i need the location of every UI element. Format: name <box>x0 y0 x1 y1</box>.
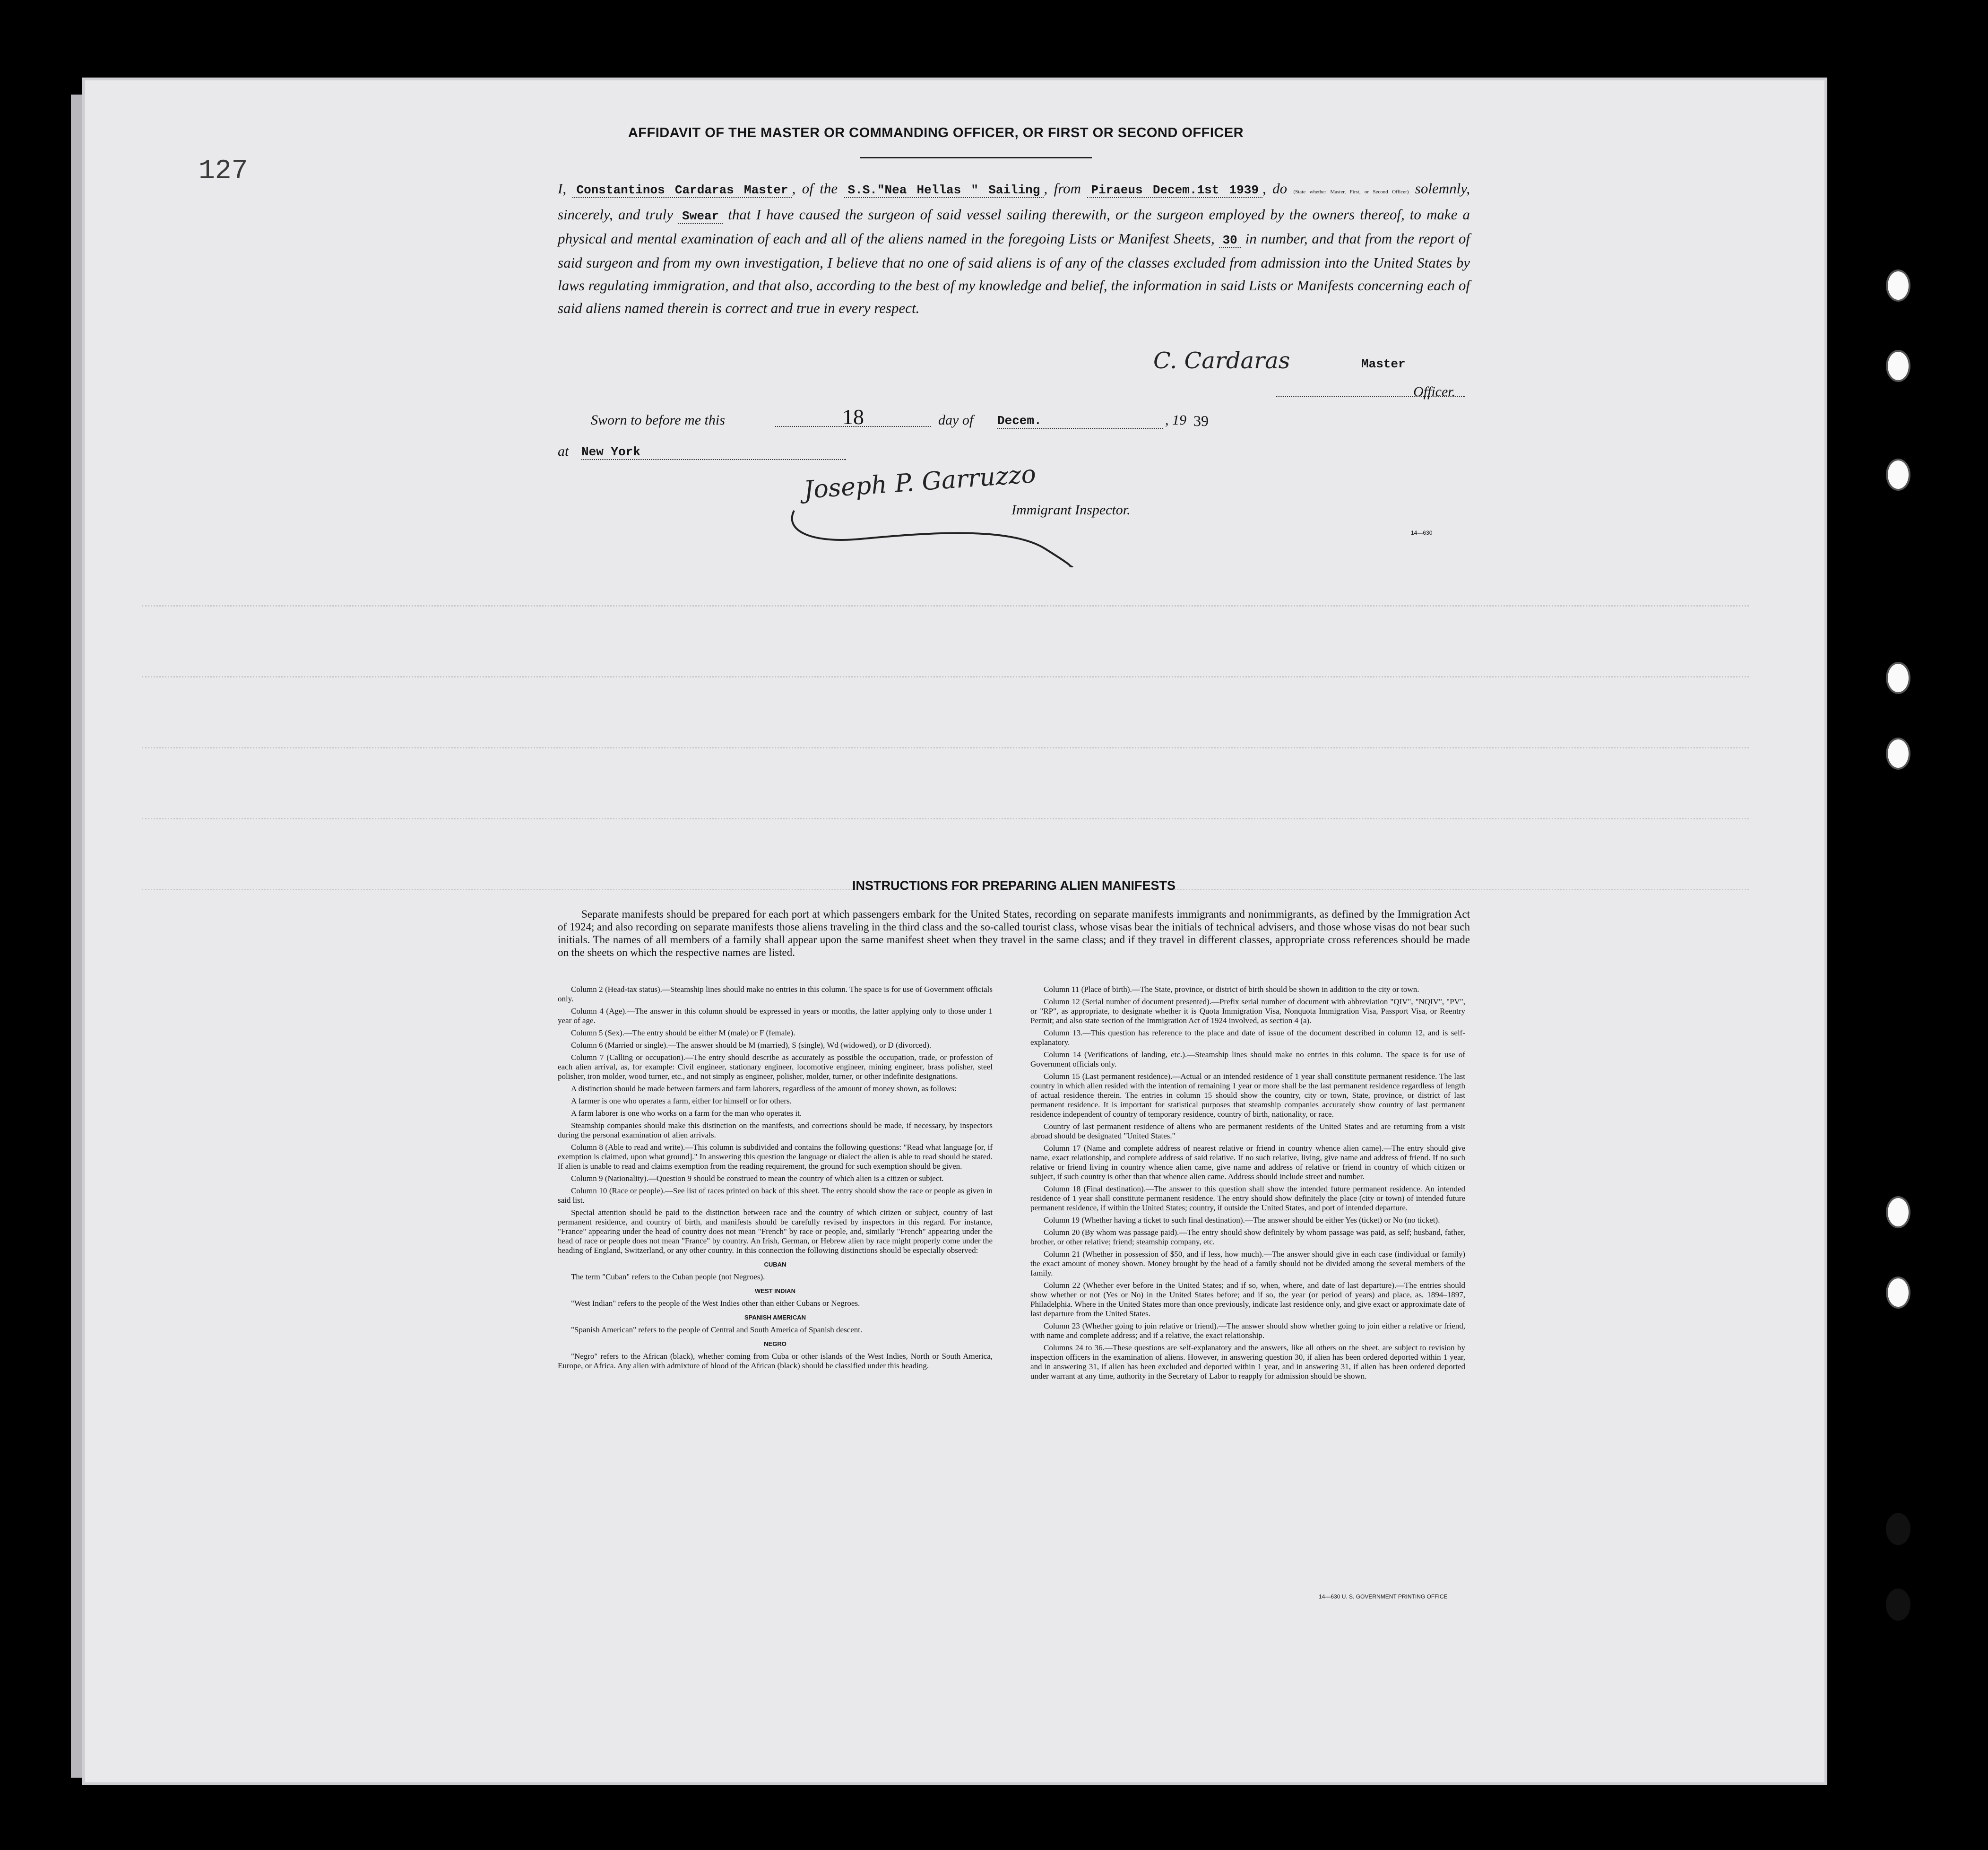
instruction-para: Column 5 (Sex).—The entry should be either M (male) or F (female). <box>571 1028 795 1037</box>
form-code: 14—630 <box>1411 530 1433 536</box>
ghost-row <box>142 662 1749 677</box>
instruction-para: Column 8 (Able to read and write).—This column is subdivided and contains the following questions: "Read what language [or, if exemption is claimed, upon what ground]." In answering this question the language or dialect the alien is able to read should be stated. If alien is unable to read and claims exemption from the reading requirement, the ground for such exemption should be given. <box>558 1143 993 1171</box>
instruction-para: Column 23 (Whether going to join relative or friend).—The answer should show whether going to join either a relative or friend, with name and complete address; and if a relative, the exact relationship. <box>1030 1321 1465 1340</box>
instruction-para: Column 21 (Whether in possession of $50, and if less, how much).—The answer should give in each case (individual or family) the exact amount of money shown. Money brought by the head of a family should not be divided among the several members of the family. <box>1030 1250 1465 1277</box>
officer-label: Officer. <box>1413 384 1456 400</box>
at-label: at <box>558 443 569 459</box>
affidavit-body <box>558 177 1470 320</box>
instruction-para: Column 17 (Name and complete address of nearest relative or friend in country whence alien came).—The entry should give name, exact relationship, and complete address of said relative. If no such relative, living, give name and address of friend. If no such relative or friend living in country whence alien came, give name and address of relative or friend in country of which citizen or subject, if such country is other than that whence alien came. Address should include street and number. <box>1030 1144 1465 1181</box>
instruction-para: Column 19 (Whether having a ticket to such final destination).—The answer should be either Yes (ticket) or No (no ticket). <box>1044 1216 1440 1225</box>
officer-name-field: Constantinos Cardaras Master <box>572 183 792 198</box>
instruction-para: Column 15 (Last permanent residence).—Actual or an intended residence of 1 year shall constitute permanent residence. The last country in which alien resided with the intention of remaining 1 year or more shall be the last permanent residence regardless of length of actual residence therein. The entries in column 15 should show the country, city or town, State, province, or district of last permanent residence. It is important for statistical purposes that steamship companies accurately show country of last permanent residence independent of country of temporary residence, country of birth, nationality, or race. <box>1030 1072 1465 1119</box>
sworn-day-field: 18 <box>775 404 931 427</box>
instruction-para: Column 9 (Nationality).—Question 9 should be construed to mean the country of which alien is a citizen or subject. <box>571 1174 944 1183</box>
instruction-para: Columns 24 to 36.—These questions are self-explanatory and the answers, like all others on the sheet, are subject to revision by inspection officers in the examination of aliens. However, in answering question 30, if alien has been ordered deported within 1 year, and in answering 31, if alien has been excluded and deported within 1 year, and in answering 31, if alien has been ordered deported under warrant at any time, authority in the Secretary of Labor to reapply for admission should be shown. <box>1030 1343 1465 1381</box>
sworn-month-field: Decem. <box>997 414 1163 429</box>
instructions-title: INSTRUCTIONS FOR PREPARING ALIEN MANIFESTS <box>852 878 1176 893</box>
place-field: New York <box>581 445 846 460</box>
page-number: 127 <box>199 156 248 187</box>
west-indian-heading: WEST INDIAN <box>755 1287 795 1294</box>
sheet-count-field: 30 <box>1219 233 1241 248</box>
master-title: Master <box>1361 357 1406 371</box>
instruction-para: Column 18 (Final destination).—The answer to this question shall show the intended future permanent residence. An intended residence of 1 year shall constitute permanent residence. The entry should show definitely the place (city or town) of intended future permanent residence, if within the United States; country, if outside the United States, and port of intended departure. <box>1030 1184 1465 1212</box>
instructions-right-column <box>1030 985 1465 1384</box>
spanish-american-text: "Spanish American" refers to the people of Central and South America of Spanish descent. <box>571 1325 863 1334</box>
instruction-para: Steamship companies should make this distinction on the manifests, and corrections should be made, if necessary, by inspectors during the personal examination of alien arrivals. <box>558 1121 993 1139</box>
cuban-heading: CUBAN <box>764 1261 787 1268</box>
solemnly-label: solemnly, sincerely, and truly <box>558 180 1470 223</box>
punch-hole <box>1886 1196 1910 1228</box>
origin-field: Piraeus Decem.1st 1939 <box>1087 183 1262 198</box>
punch-hole <box>1886 459 1910 491</box>
instruction-para: Special attention should be paid to the distinction between race and the country of which citizen or subject, country of last permanent residence, and country of birth, and manifests should be carefully revised by inspectors in this regard. For instance, "France" appearing under the head of country does not mean "French" by race or people, and, similarly "French" appearing under the head of race or people does not mean "France" by country. An Irish, German, or Hebrew alien by race might properly come under the heading of England, Switzerland, or any other country. In this connection the following distinctions should be especially observed: <box>558 1208 993 1255</box>
inspector-title: Immigrant Inspector. <box>1011 502 1131 518</box>
cuban-text: The term "Cuban" refers to the Cuban people (not Negroes). <box>571 1272 765 1281</box>
punch-hole <box>1886 738 1910 770</box>
instruction-para: Column 22 (Whether ever before in the United States; and if so, when, where, and date of last departure).—The entries should show whether or not (Yes or No) in the United States before; and if so, the year (or period of years) and place, as, 1894–1897, Philadelphia. Where in the United States more than once previously, indicate last residence only, and give exact or approximate date of last departure from the United States. <box>1030 1281 1465 1318</box>
instruction-para: Column 13.—This question has reference to the place and date of issue of the document described in column 12, and is self-explanatory. <box>1030 1028 1465 1047</box>
instruction-para: Column 7 (Calling or occupation).—The entry should describe as accurately as possible the occupation, trade, or profession of each alien arrival, as, for example: Civil engineer, stationary engineer, locomotive engineer, mining engineer, brass polisher, steel polisher, iron molder, wood turner, etc., and not simply as engineer, polisher, molder, turner, or other indefinite designations. <box>558 1053 993 1081</box>
instruction-para: Column 6 (Married or single).—The answer should be M (married), S (single), Wd (widowed), or D (divorced). <box>571 1041 932 1050</box>
instruction-para: A distinction should be made between farmers and farm laborers, regardless of the amount of money shown, as follows: <box>571 1084 957 1093</box>
rank-note: (State whether Master, First, or Second Officer) <box>1293 189 1409 195</box>
spanish-american-heading: SPANISH AMERICAN <box>744 1314 806 1321</box>
punch-hole <box>1886 1277 1910 1309</box>
instruction-para: A farm laborer is one who works on a farm for the man who operates it. <box>571 1109 802 1118</box>
ghost-row <box>142 733 1749 748</box>
ghost-row <box>142 804 1749 819</box>
year-suffix: 39 <box>1193 412 1209 429</box>
instructions-left-column <box>558 985 993 1373</box>
do-label: , do <box>1262 180 1288 197</box>
title-rule <box>860 157 1092 158</box>
punch-hole <box>1886 1513 1910 1545</box>
instruction-para: Column 2 (Head-tax status).—Steamship lines should make no entries in this column. The space is for use of Government officials only. <box>558 985 993 1003</box>
printer-mark: 14—630 U. S. GOVERNMENT PRINTING OFFICE <box>1319 1593 1448 1600</box>
intro-prefix: I, <box>558 180 567 197</box>
ghost-row <box>142 591 1749 607</box>
instruction-para: Column 20 (By whom was passage paid).—The entry should show definitely by whom passage was paid, as self; husband, father, brother, or other relative; friend; steamship company, etc. <box>1030 1228 1465 1246</box>
day-of-label: day of <box>938 412 974 428</box>
instruction-para: Column 10 (Race or people).—See list of races printed on back of this sheet. The entry should show the race or people as given in said list. <box>558 1186 993 1205</box>
of-the-label: , of the <box>792 180 838 197</box>
negro-text: "Negro" refers to the African (black), whether coming from Cuba or other islands of the West Indies, North or South America, Europe, or Africa. Any alien with admixture of blood of the African (black) should be classified under this heading. <box>558 1352 993 1370</box>
punch-hole <box>1886 1589 1910 1621</box>
instruction-para: Column 12 (Serial number of document presented).—Prefix serial number of document with abbreviation "QIV", "NQIV", "PV", or "RP", as appropriate, to designate whether it is Quota Immigration Visa, Nonquota Immigration Visa, Passport Visa, or Reentry Permit; and also state section of the Immigration Act of 1924 involved, as section 4 (a). <box>1030 997 1465 1025</box>
instruction-para: A farmer is one who operates a farm, either for himself or for others. <box>571 1096 792 1105</box>
affidavit-body-1: that I have caused the surgeon of said vessel sailing therewith, or the surgeon employed by the owners thereof, to make a physical and mental examination of each and all of the aliens named in the foregoing Lists or Manifest Sheets, <box>558 206 1470 247</box>
year-prefix: , 19 <box>1165 412 1186 428</box>
affidavit-body-2: in number, and that from the report of said surgeon and from my own investigation, I believe that no one of said aliens is of any of the classes excluded from admission into the United States by laws regulating immigration, and that also, according to the best of my knowledge and belief, the information in said Lists or Manifests concerning each of said aliens named therein is correct and true in every respect. <box>558 230 1470 316</box>
master-signature: C. Cardaras <box>1153 347 1290 374</box>
instruction-para: Column 4 (Age).—The answer in this column should be expressed in years or months, the latter applying only to those under 1 year of age. <box>558 1007 993 1025</box>
punch-hole <box>1886 662 1910 694</box>
instructions-intro: Separate manifests should be prepared for each port at which passengers embark for the United States, recording on separate manifests immigrants and nonimmigrants, as defined by the Immigration Act of 1924; and also recording on separate manifests those aliens traveling in the third class and the so-called tourist class, whose visas bear the initials of technical advisers, and those whose visas do not bear such initials. The names of all members of a family shall appear upon the same manifest sheet when they travel in the same class; and if they travel in different classes, appropriate cross references should be made on the sheets on which the respective names are listed. <box>558 908 1470 958</box>
instruction-para: Country of last permanent residence of aliens who are permanent residents of the United States and are returning from a visit abroad should be designated "United States." <box>1030 1122 1465 1140</box>
sworn-prefix: Sworn to before me this <box>591 412 725 428</box>
negro-heading: NEGRO <box>764 1340 787 1347</box>
punch-hole <box>1886 269 1910 302</box>
ship-field: S.S."Nea Hellas " Sailing <box>844 183 1044 198</box>
west-indian-text: "West Indian" refers to the people of the West Indies other than either Cubans or Negroes. <box>571 1299 860 1308</box>
inspector-signature: Joseph P. Garruzzo <box>803 460 1037 505</box>
oath-field: Swear <box>678 209 723 224</box>
punch-hole <box>1886 350 1910 382</box>
instruction-para: Column 11 (Place of birth).—The State, province, or district of birth should be shown in addition to the city or town. <box>1044 985 1419 994</box>
affidavit-title: AFFIDAVIT OF THE MASTER OR COMMANDING OFFICER, OR FIRST OR SECOND OFFICER <box>628 125 1244 140</box>
from-label: , from <box>1044 180 1081 197</box>
instruction-para: Column 14 (Verifications of landing, etc.).—Steamship lines should make no entries in this column. The space is for use of Government officials only. <box>1030 1050 1465 1068</box>
